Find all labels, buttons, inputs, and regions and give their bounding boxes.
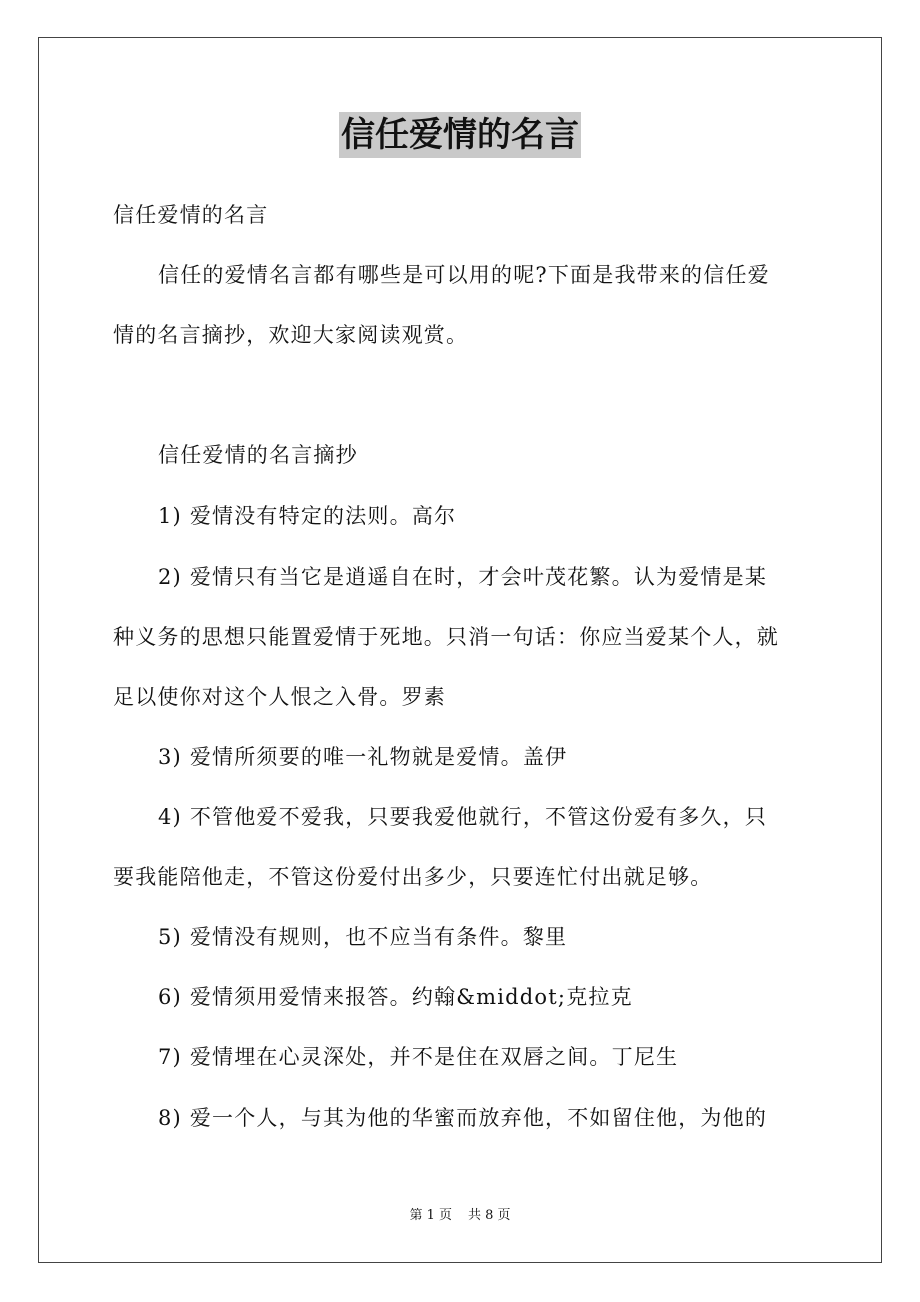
- quote-line: 4) 不管他爱不爱我，只要我爱他就行，不管这份爱有多久，只: [158, 805, 768, 829]
- quote-line: 8) 爱一个人，与其为他的华蜜而放弃他，不如留住他，为他的: [158, 1106, 768, 1130]
- quote-line: 3) 爱情所须要的唯一礼物就是爱情。盖伊: [158, 745, 568, 769]
- quote-line: 足以使你对这个人恨之入骨。罗素: [113, 685, 446, 709]
- page-number: 第 1 页: [409, 1208, 452, 1223]
- title-wrap: [0, 112, 920, 158]
- section-heading: 信任爱情的名言摘抄: [158, 443, 358, 467]
- quote-line: 2) 爱情只有当它是逍遥自在时，才会叶茂花繁。认为爱情是某: [158, 565, 768, 589]
- page-total: 共 8 页: [468, 1208, 511, 1223]
- document-title: 信任爱情的名言: [339, 112, 581, 158]
- quote-line: 6) 爱情须用爱情来报答。约翰&middot;克拉克: [158, 985, 633, 1009]
- subtitle-line: 信任爱情的名言: [113, 203, 269, 227]
- quote-line: 5) 爱情没有规则，也不应当有条件。黎里: [158, 925, 568, 949]
- paragraph-line: 情的名言摘抄，欢迎大家阅读观赏。: [113, 323, 469, 347]
- quote-line: 要我能陪他走，不管这份爱付出多少，只要连忙付出就足够。: [113, 865, 713, 889]
- paragraph-line: 信任的爱情名言都有哪些是可以用的呢?下面是我带来的信任爱: [158, 263, 770, 287]
- quote-line: 种义务的思想只能置爱情于死地。只消一句话：你应当爱某个人，就: [113, 625, 779, 649]
- quote-line: 7) 爱情埋在心灵深处，并不是住在双唇之间。丁尼生: [158, 1045, 679, 1069]
- quote-line: 1) 爱情没有特定的法则。高尔: [158, 504, 457, 528]
- page-footer: [0, 1207, 920, 1225]
